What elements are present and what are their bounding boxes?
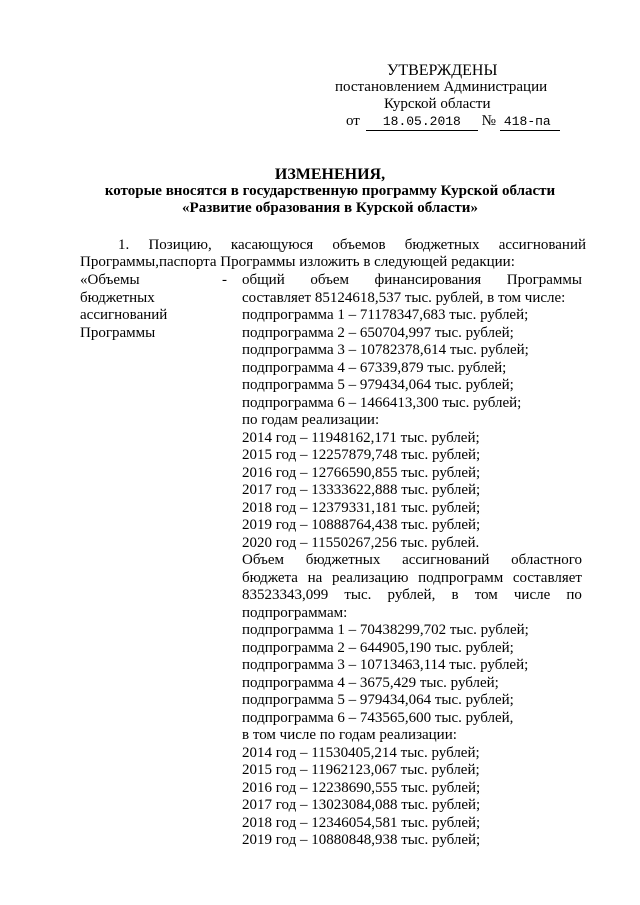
approval-number: 418-па: [500, 113, 560, 131]
value-line: подпрограмма 6 – 1466413,300 тыс. рублей;: [242, 394, 522, 411]
title-line-2: которые вносятся в государственную программу Курской области: [104, 183, 556, 199]
intro-word: объемов: [332, 237, 386, 253]
number-label: №: [481, 113, 496, 129]
word: ассигнований: [402, 552, 490, 568]
value-line: [242, 552, 582, 570]
label-line: бюджетных: [80, 289, 155, 306]
word: 83523343,099: [242, 587, 329, 603]
value-line: подпрограмма 1 – 70438299,702 тыс. рублей;: [242, 622, 529, 638]
approved-region-line: Курской области: [384, 96, 491, 112]
word: Программы: [506, 272, 582, 288]
title-heading: ИЗМЕНЕНИЯ,: [274, 166, 386, 183]
intro-word: касающуюся: [230, 237, 314, 253]
item-number: 1.: [118, 237, 130, 253]
word: общий: [242, 272, 285, 288]
word: финансирования: [374, 272, 482, 288]
value-line: составляет 85124618,537 тыс. рублей, в том числе:: [242, 289, 566, 306]
document-title: [60, 166, 600, 217]
value-line: [242, 570, 582, 588]
word: рублей,: [387, 587, 436, 603]
intro-line-1: [80, 237, 586, 254]
word: составляет: [512, 569, 582, 586]
word: том: [474, 587, 498, 603]
intro-word: ассигнований: [498, 237, 586, 253]
value-line: 2020 год – 11550267,256 тыс. рублей.: [242, 534, 480, 551]
value-line: подпрограмма 4 – 3675,429 тыс. рублей;: [242, 674, 499, 691]
value-line: подпрограмма 2 – 644905,190 тыс. рублей;: [242, 639, 514, 656]
intro-word: Позицию,: [148, 237, 212, 253]
value-line: 2014 год – 11530405,214 тыс. рублей;: [242, 744, 480, 761]
value-line: подпрограмма 3 – 10782378,614 тыс. рублей;: [242, 342, 529, 358]
value-line: 2019 год – 10888764,438 тыс. рублей;: [242, 517, 481, 533]
approval-stamp: [330, 62, 580, 131]
word: бюджетных: [305, 552, 381, 568]
value-line: 2017 год – 13023084,088 тыс. рублей;: [242, 797, 481, 813]
value-line: в том числе по годам реализации:: [242, 727, 457, 743]
word: бюджета: [242, 569, 298, 586]
from-label: от: [346, 113, 360, 129]
word: объем: [310, 272, 349, 288]
value-line: подпрограммам:: [242, 604, 348, 621]
approved-by-line: постановлением Администрации: [335, 79, 548, 95]
approval-date-number-line: [346, 113, 580, 131]
value-line: 2014 год – 11948162,171 тыс. рублей;: [242, 429, 480, 446]
value-line: 2016 год – 12238690,555 тыс. рублей;: [242, 779, 481, 796]
word: областного: [511, 552, 582, 568]
intro-line-2: Программы,паспорта Программы изложить в следующей редакции:: [80, 254, 515, 270]
value-line: подпрограмма 5 – 979434,064 тыс. рублей;: [242, 692, 514, 708]
value-line: подпрограмма 1 – 71178347,683 тыс. рублей;: [242, 307, 529, 323]
value-line: подпрограмма 5 – 979434,064 тыс. рублей;: [242, 377, 514, 393]
value-line: подпрограмма 4 – 67339,879 тыс. рублей;: [242, 359, 507, 376]
label-line: Программы: [80, 324, 156, 341]
value-line: подпрограмма 2 – 650704,997 тыс. рублей;: [242, 324, 514, 341]
word: числе: [513, 587, 551, 603]
word: в: [451, 587, 459, 603]
passport-value-column: [242, 272, 582, 850]
label-line: «Объемы: [80, 272, 140, 288]
value-line: 2018 год – 12379331,181 тыс. рублей;: [242, 499, 481, 516]
word: на: [307, 569, 323, 586]
value-line: по годам реализации:: [242, 412, 380, 428]
intro-word: бюджетных: [404, 237, 480, 253]
value-line: подпрограмма 6 – 743565,600 тыс. рублей,: [242, 709, 514, 726]
value-line: 2018 год – 12346054,581 тыс. рублей;: [242, 814, 481, 831]
approval-date: 18.05.2018: [366, 113, 478, 131]
label-dash: -: [222, 272, 227, 288]
word: реализацию: [331, 569, 409, 586]
value-line: 2015 год – 12257879,748 тыс. рублей;: [242, 447, 481, 463]
approved-heading: УТВЕРЖДЕНЫ: [387, 62, 498, 79]
intro-paragraph: [80, 237, 586, 271]
value-line: 2017 год – 13333622,888 тыс. рублей;: [242, 482, 481, 498]
word: подпрограмм: [418, 569, 504, 586]
word: по: [566, 587, 582, 603]
label-line: ассигнований: [80, 307, 168, 323]
value-line: 2015 год – 11962123,067 тыс. рублей;: [242, 762, 480, 778]
passport-label-column: [80, 272, 230, 342]
value-line: [242, 272, 582, 290]
value-line: подпрограмма 3 – 10713463,114 тыс. рублей;: [242, 657, 529, 673]
value-line: [242, 587, 582, 605]
word: Объем: [242, 552, 284, 568]
word: тыс.: [344, 587, 372, 603]
title-line-3: «Развитие образования в Курской области»: [182, 200, 478, 216]
value-line: 2016 год – 12766590,855 тыс. рублей;: [242, 464, 481, 481]
value-line: 2019 год – 10880848,938 тыс. рублей;: [242, 832, 481, 848]
